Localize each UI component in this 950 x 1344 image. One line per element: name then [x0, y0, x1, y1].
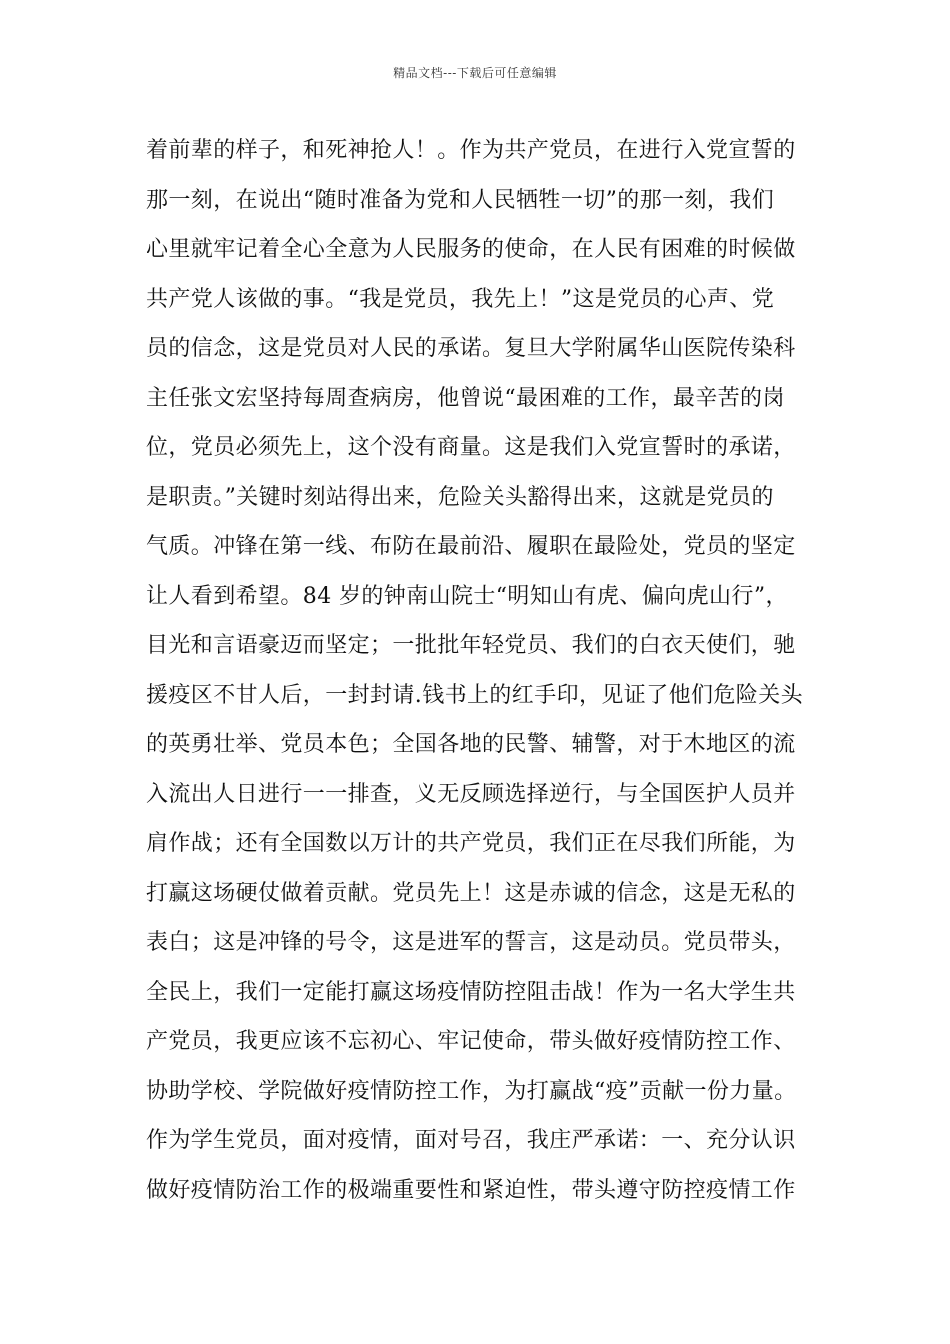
text-line: 让人看到希望。84 岁的钟南山院士“明知山有虎、偏向虎山行”，	[146, 583, 788, 609]
text-line: 产党员，我更应该不忘初心、牢记使命，带头做好疫情防控工作、	[146, 1029, 796, 1054]
text-line: 打赢这场硬仗做着贡献。党员先上！这是赤诚的信念，这是无私的	[146, 880, 796, 906]
page-header: 精品文档---下载后可任意编辑	[393, 66, 557, 80]
text-line: 是职责。”关键时刻站得出来，危险关头豁得出来，这就是党员的	[146, 484, 774, 510]
text-line: 全民上，我们一定能打赢这场疫情防控阻击战！作为一名大学生共	[146, 979, 796, 1005]
text-line: 援疫区不甘人后，一封封请.钱书上的红手印，见证了他们危险关头	[146, 682, 803, 708]
text-line: 那一刻，在说出“随时准备为党和人民牺牲一切”的那一刻，我们	[146, 187, 775, 213]
text-line: 主任张文宏坚持每周查病房，他曾说“最困难的工作，最辛苦的岗	[146, 385, 785, 411]
text-line: 员的信念，这是党员对人民的承诺。复旦大学附属华山医院传染科	[146, 336, 796, 361]
text-line: 入流出人日进行一一排查，义无反顾选择逆行，与全国医护人员并	[146, 781, 796, 807]
text-line: 的英勇壮举、党员本色；全国各地的民警、辅警，对于木地区的流	[146, 732, 796, 757]
text-line: 位，党员必须先上，这个没有商量。这是我们入党宣誓时的承诺，	[146, 435, 796, 460]
body-text	[146, 131, 826, 1220]
text-line: 协助学校、学院做好疫情防控工作，为打赢战“疫”贡献一份力量。	[146, 1078, 797, 1104]
text-line: 作为学生党员，面对疫情，面对号召，我庄严承诺：一、充分认识	[146, 1128, 796, 1153]
text-line: 着前辈的样子，和死神抢人！。作为共产党员，在进行入党宣誓的	[146, 138, 796, 163]
text-line: 心里就牢记着全心全意为人民服务的使命，在人民有困难的时候做	[146, 237, 796, 262]
text-line: 表白；这是冲锋的号令，这是进军的誓言，这是动员。党员带头，	[146, 930, 796, 955]
text-line: 目光和言语豪迈而坚定；一批批年轻党员、我们的白衣天使们，驰	[146, 633, 796, 658]
text-line: 共产党人该做的事。“我是党员，我先上！”这是党员的心声、党	[146, 286, 775, 312]
text-line: 做好疫情防治工作的极端重要性和紧迫性，带头遵守防控疫情工作	[146, 1177, 796, 1203]
text-line: 气质。冲锋在第一线、布防在最前沿、履职在最险处，党员的坚定	[146, 534, 796, 559]
text-line: 肩作战；还有全国数以万计的共产党员，我们正在尽我们所能，为	[146, 831, 796, 856]
